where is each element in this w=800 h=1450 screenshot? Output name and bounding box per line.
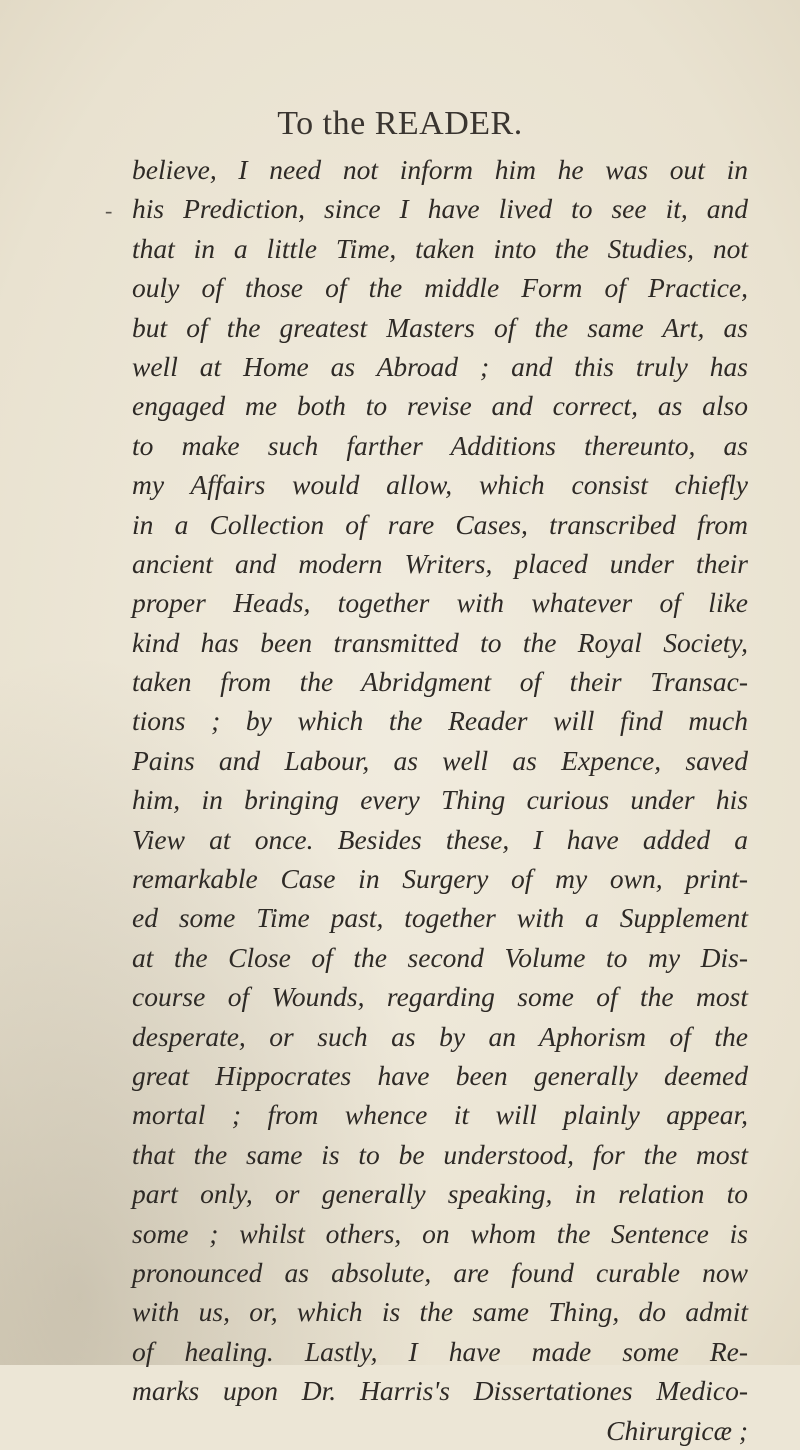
text-line: of healing. Lastly, I have made some Re- xyxy=(132,1335,748,1367)
text-line: ancient and modern Writers, placed under their xyxy=(132,547,748,579)
text-line: Chirurgicæ ; xyxy=(606,1414,748,1446)
text-line: believe, I need not inform him he was out in xyxy=(132,154,748,185)
text-line: kind has been transmitted to the Royal Society, xyxy=(132,626,748,658)
text-line: course of Wounds, regarding some of the most xyxy=(132,981,748,1013)
margin-mark: - xyxy=(105,198,113,223)
text-line: in a Collection of rare Cases, transcribed from xyxy=(132,508,748,540)
text-line: Pains and Labour, as well as Expence, saved xyxy=(132,744,748,776)
text-line: at the Close of the second Volume to my Dis- xyxy=(132,941,748,973)
text-line: proper Heads, together with whatever of like xyxy=(132,587,748,619)
text-line: my Affairs would allow, which consist chiefly xyxy=(132,469,748,501)
text-line: ouly of those of the middle Form of Practice, xyxy=(132,272,748,304)
text-line: him, in bringing every Thing curious under his xyxy=(132,784,748,816)
text-line: engaged me both to revise and correct, as also xyxy=(132,390,748,422)
text-line: pronounced as absolute, are found curable now xyxy=(132,1256,748,1288)
text-line: his Prediction, since I have lived to see it, and xyxy=(132,193,748,225)
text-line: part only, or generally speaking, in relation to xyxy=(132,1178,748,1210)
text-line: that in a little Time, taken into the Studies, not xyxy=(132,232,748,264)
text-line: great Hippocrates have been generally deemed xyxy=(132,1059,748,1091)
text-line: well at Home as Abroad ; and this truly has xyxy=(132,350,748,382)
text-line: desperate, or such as by an Aphorism of the xyxy=(132,1020,748,1052)
text-line: to make such farther Additions thereunto, as xyxy=(132,429,748,461)
text-line: View at once. Besides these, I have added a xyxy=(132,823,748,855)
text-line: ed some Time past, together with a Supplement xyxy=(132,902,748,934)
body-text xyxy=(132,150,748,1450)
text-line: but of the greatest Masters of the same Art, as xyxy=(132,311,748,343)
text-line: marks upon Dr. Harris's Dissertationes Medico- xyxy=(132,1375,748,1407)
running-header: To the READER. xyxy=(277,105,523,142)
text-line: with us, or, which is the same Thing, do admit xyxy=(132,1296,748,1328)
text-line: taken from the Abridgment of their Transac- xyxy=(132,666,748,698)
text-line: tions ; by which the Reader will find much xyxy=(132,705,748,737)
text-line: remarkable Case in Surgery of my own, print- xyxy=(132,863,748,895)
text-line: some ; whilst others, on whom the Sentence is xyxy=(132,1217,748,1249)
text-line: mortal ; from whence it will plainly appear, xyxy=(132,1099,748,1131)
text-line: that the same is to be understood, for the most xyxy=(132,1138,748,1170)
